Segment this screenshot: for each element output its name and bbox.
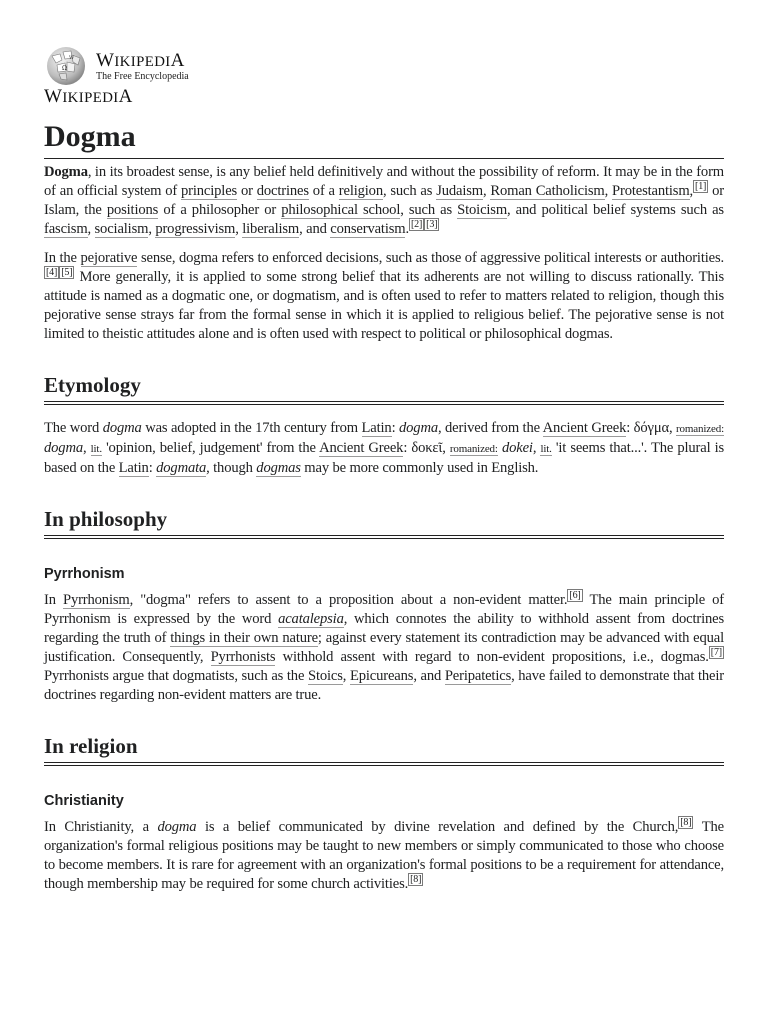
inline-link[interactable]: Epicureans <box>349 668 414 684</box>
text-run: , <box>342 668 350 684</box>
tagline: The Free Encyclopedia <box>96 71 189 82</box>
text-run: , which connotes the ability to withhold assent from doctrines regarding the truth of <box>44 611 724 646</box>
wikipedia-globe-icon <box>44 46 88 86</box>
citation-link[interactable]: [6] <box>569 590 581 602</box>
text-run: , <box>532 440 541 456</box>
inline-link[interactable]: conservatism <box>330 221 406 237</box>
text-run: or <box>237 183 257 199</box>
inline-link[interactable]: liberalism <box>242 221 300 237</box>
article-body <box>44 163 724 904</box>
italic-term: dogma <box>44 440 83 456</box>
text-run: : <box>148 460 157 476</box>
text-run: , and <box>299 221 331 237</box>
citation-ref <box>678 816 693 829</box>
inline-link[interactable]: dogmas <box>256 460 301 476</box>
citation-link[interactable]: [2] <box>410 219 423 231</box>
lead-paragraph-1 <box>44 163 724 239</box>
bold-term: Dogma <box>44 164 88 180</box>
subsection-heading-pyrrhonism: Pyrrhonism <box>44 566 125 582</box>
inline-link[interactable]: things in their own nature <box>170 630 318 646</box>
svg-text:W: W <box>69 55 75 61</box>
inline-link[interactable]: Protestantism <box>612 183 690 199</box>
abbr-label[interactable]: romanized: <box>449 443 498 455</box>
text-run: of a <box>308 183 339 199</box>
italic-term: dokei <box>501 440 533 456</box>
wordmark-secondary[interactable]: WIKIPEDIA <box>44 86 133 107</box>
inline-link[interactable]: Roman Catholicism <box>490 183 605 199</box>
text-run: 'opinion, belief, judgement' from the <box>101 440 320 456</box>
citation-link[interactable]: [3] <box>426 219 438 231</box>
text-run: , <box>689 183 694 199</box>
text-run: ; against every statement its contradiction may be advanced with equal justification. Consequently, <box>44 630 724 665</box>
italic-term: dogma <box>102 420 142 436</box>
text-run: or Islam, the <box>44 183 725 218</box>
text-run: , such as <box>400 202 458 218</box>
etymology-paragraph <box>44 419 724 478</box>
text-run: In Christianity, a <box>44 819 158 835</box>
text-run: . <box>405 221 409 237</box>
abbr-label[interactable]: romanized: <box>676 423 725 435</box>
citation-ref <box>693 180 708 193</box>
text-run: , <box>235 221 243 237</box>
text-run: withhold assent with regard to non-evident propositions, i.e., dogmas. <box>275 649 709 665</box>
inline-link[interactable]: dogmata <box>156 460 207 476</box>
citation-ref <box>567 589 582 602</box>
inline-link[interactable]: philosophical school <box>281 202 401 218</box>
text-run: , <box>604 183 613 199</box>
text-run: , <box>483 183 491 199</box>
text-run: , and political belief systems such as <box>507 202 724 218</box>
inline-link[interactable]: Stoics <box>307 668 343 684</box>
text-run: Pyrrhonists argue that dogmatists, such as the <box>44 668 308 684</box>
inline-link[interactable]: Peripatetics <box>444 668 512 684</box>
wordmark: WIKIPEDIA <box>96 50 185 71</box>
citation-link[interactable]: [7] <box>710 647 722 659</box>
inline-link[interactable]: positions <box>106 202 159 218</box>
text-run: may be more commonly used in English. <box>300 460 539 476</box>
text-run: , <box>148 221 156 237</box>
text-run: , and <box>413 668 445 684</box>
inline-link[interactable]: fascism <box>44 221 88 237</box>
citation-link[interactable]: [8] <box>410 874 422 886</box>
inline-link[interactable]: acatalepsia <box>278 611 344 627</box>
text-run: 'it seems that...'. The plural is based on the <box>44 440 725 476</box>
citation-ref <box>424 218 439 231</box>
text-run: , though <box>206 460 257 476</box>
section-heading-philosophy: In philosophy <box>44 506 724 539</box>
inline-link[interactable]: Ancient Greek <box>542 420 627 436</box>
abbr-label[interactable]: lit. <box>90 443 102 455</box>
citation-link[interactable]: [5] <box>61 267 73 279</box>
citation-ref <box>709 646 724 659</box>
text-run: : δοκεῖ, <box>403 440 450 456</box>
text-run: , in its broadest sense, is any belief held definitively and without the possibility of reform. It may be in the form of an official system of <box>44 164 724 199</box>
text-run: , <box>87 221 95 237</box>
text-run: of a philosopher or <box>158 202 282 218</box>
inline-link[interactable]: progressivism <box>155 221 236 237</box>
citation-link[interactable]: [8] <box>680 817 692 829</box>
inline-link[interactable]: Stoicism <box>457 202 508 218</box>
christianity-paragraph <box>44 818 724 894</box>
text-run: , such as <box>382 183 437 199</box>
text-run: is a belief communicated by divine revelation and defined by the Church, <box>196 819 679 835</box>
text-run: was adopted in the 17th century from <box>141 420 362 436</box>
pyrrhonism-paragraph <box>44 591 724 705</box>
text-run: More generally, it is applied to some strong belief that its adherents are not willing to discuss rationally. This attitude is named as a dogmatic one, or dogmatism, and is often used to refer to matters related to religion, though this pejorative sense strays far from the formal sense in which it is applied to religious belief. The pejorative sense is not limited to theistic attitudes alone and is often used with respect to political or philosophical dogmas. <box>44 269 724 342</box>
italic-term: dogma <box>399 420 438 436</box>
citation-ref <box>409 218 424 231</box>
text-run: , have failed to demonstrate that their doctrines regarding non-evident matters are true. <box>44 668 725 703</box>
inline-link[interactable]: Ancient Greek <box>319 440 404 456</box>
text-run: In the <box>44 250 81 266</box>
section-heading-etymology: Etymology <box>44 372 724 405</box>
page-title: Dogma <box>44 118 724 159</box>
subsection-heading-christianity: Christianity <box>44 793 124 809</box>
text-run: : <box>391 420 400 436</box>
inline-link[interactable]: Pyrrhonists <box>210 649 276 665</box>
inline-link[interactable]: pejorative <box>80 250 138 266</box>
text-run: , derived from the <box>438 420 543 436</box>
inline-link[interactable]: Latin <box>361 420 392 436</box>
section-heading-religion: In religion <box>44 733 724 766</box>
citation-ref <box>59 266 74 279</box>
text-run: The organization's formal religious positions may be taught to new members or simply communicated to those who choose to become members. It is rare for agreement with an organization's formal positions to be a requirement for attendance, though membership may be required for some church activities. <box>44 819 724 892</box>
lead-paragraph-2 <box>44 249 724 344</box>
text-run: , <box>82 440 91 456</box>
citation-ref <box>44 266 59 279</box>
text-run: The main principle of Pyrrhonism is expressed by the word <box>44 592 724 627</box>
text-run: sense, dogma refers to enforced decisions, such as those of aggressive political interests or authorities. <box>137 250 724 266</box>
text-run: The word <box>44 420 103 436</box>
citation-link[interactable]: [1] <box>695 181 707 193</box>
inline-link[interactable]: religion <box>338 183 383 199</box>
abbr-label[interactable]: lit. <box>540 443 552 455</box>
inline-link[interactable]: socialism <box>94 221 149 237</box>
citation-link[interactable]: [4] <box>46 267 58 279</box>
inline-link[interactable]: Judaism <box>436 183 483 199</box>
text-run: : δόγμα, <box>626 420 677 436</box>
italic-term: dogma <box>157 819 197 835</box>
text-run: In <box>44 592 63 608</box>
inline-link[interactable]: Pyrrhonism <box>62 592 130 608</box>
citation-ref <box>408 873 423 886</box>
inline-link[interactable]: Latin <box>118 460 149 476</box>
text-run: , "dogma" refers to assent to a proposition about a non-evident matter. <box>129 592 568 608</box>
svg-text:Ω: Ω <box>62 65 67 72</box>
inline-link[interactable]: principles <box>181 183 238 199</box>
inline-link[interactable]: doctrines <box>256 183 309 199</box>
